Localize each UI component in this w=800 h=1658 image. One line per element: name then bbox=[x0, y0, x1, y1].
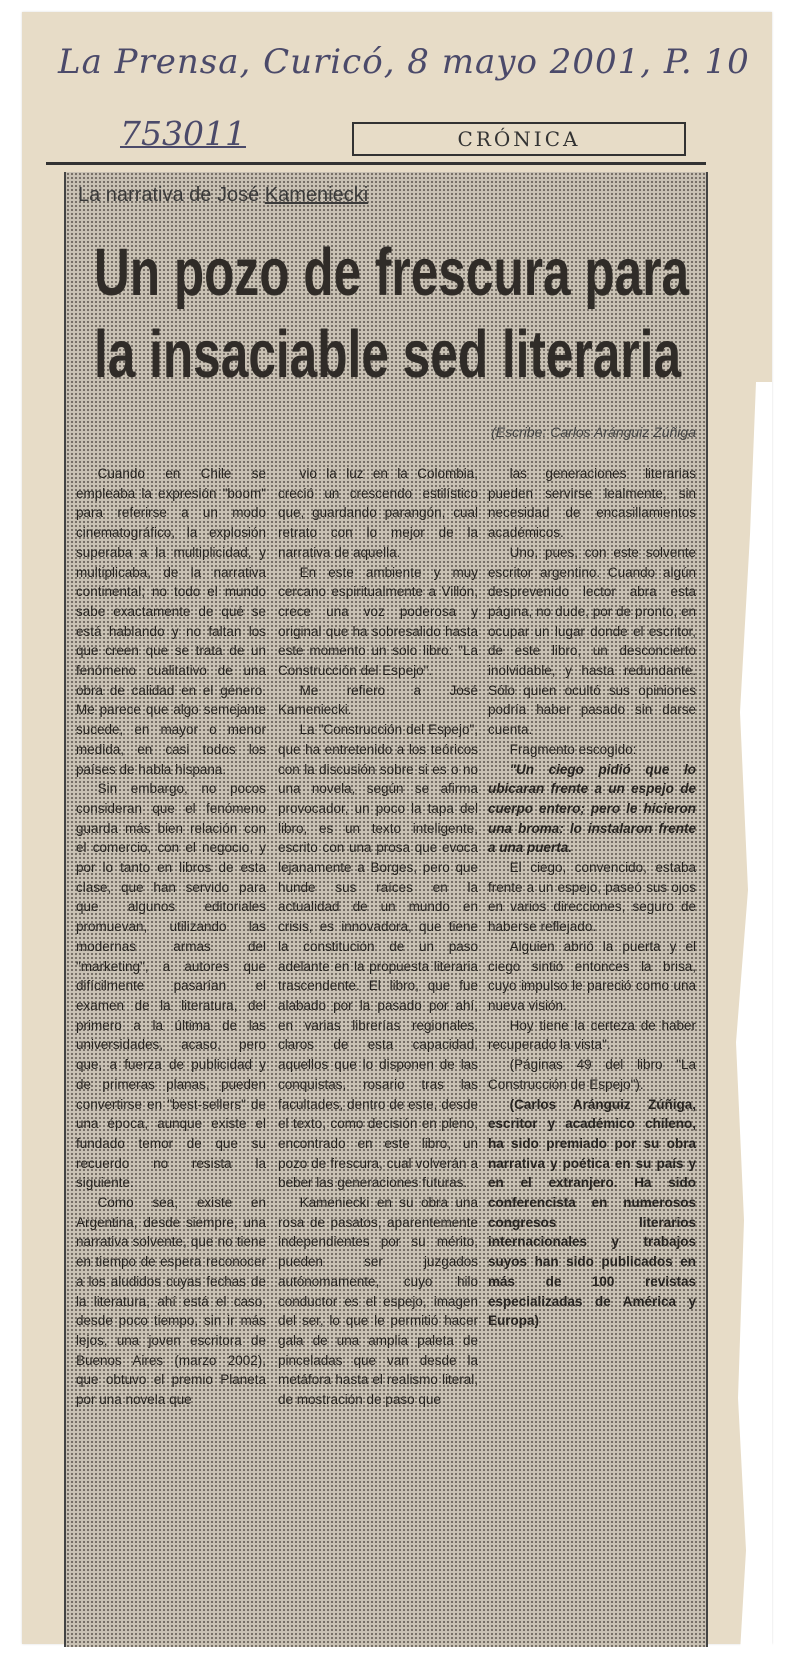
article-column-1 bbox=[76, 464, 266, 1410]
quoted-fragment: "Un ciego pidió que lo ubicaran frente a un espejo de cuerpo entero; pero le hicieron una broma: lo instalaron frente a una puerta. bbox=[488, 761, 696, 856]
kicker-author-name: Kameniecki bbox=[264, 184, 369, 206]
paragraph: Cuando en Chile se empleaba la expresión "boom" para referirse a un modo cinematográfico, la explosión superaba a la multiplicidad, y multiplicaba, de la narrativa continental; no todo el mundo sabe exactamente de qué se está hablando y no faltan los que creen que se trata de un fenómeno cualitativo de una obra de calidad en el género. Me parece que algo semejante sucede, en mayor o menor medida, en casi todos los países de habla hispana. bbox=[76, 466, 266, 777]
article-headline bbox=[94, 232, 690, 396]
kicker-prefix: La narrativa de José bbox=[78, 184, 265, 206]
headline-line-1: Un pozo de frescura para bbox=[94, 235, 690, 310]
paragraph: Como sea, existe en Argentina, desde siempre, una narrativa solvente, que no tiene en tiempo de espera reconocer a los aludidos cuyas fechas de la literatura, ahí está el caso, desde poco tiempo, sin ir más lejos, una joven escritora de Buenos Aires (marzo 2002), que obtuvo el premio Planeta por una novela que bbox=[76, 1195, 266, 1408]
handwritten-catalog-number: 753011 bbox=[120, 114, 246, 153]
torn-edge bbox=[732, 382, 772, 1652]
article-column-2 bbox=[278, 464, 478, 1410]
paragraph: Sin embargo, no pocos consideran que el fenómeno guarda más bien relación con el comercio, con el negocio, y por lo tanto en libros de esta clase, que han servido para que algunos editoriales promuevan, utilizando las modernas armas del "marketing", a autores que difícilmente pasarían el examen de la literatura, del primero a la última de las universidades, acaso, pero que, a fuerza de publicidad y de primeras planas, pueden convertirse en "best-sellers" de una época, aunque existe el fundado temor de que su recuerdo no resista la siguiente. bbox=[76, 781, 266, 1191]
paragraph: las generaciones literarias pueden servirse lealmente, sin necesidad de encasillamientos académicos. bbox=[488, 466, 696, 541]
article-column-3 bbox=[488, 464, 696, 1331]
article-block bbox=[64, 172, 708, 1647]
paragraph: Me refiero a José Kameniecki. bbox=[278, 682, 478, 718]
paragraph: La "Construcción del Espejo", que ha entretenido a los teóricos con la discusión sobre si es o no una novela, según se afirma provocador, un poco la tapa del libro, es un texto inteligente, escrito con una prosa que evoca lejanamente a Borges, pero que hunde sus raíces en la actualidad de un mundo en crisis, es innovadora, que tiene la constitución de un paso adelante en la propuesta literaria trascendente. El libro, que fue alabado por la pasado por ahí, en varias librerías regionales, claros de esta capacidad, aquellos que lo disponen de las conquistas, rosario tras las facultades, dentro de este, desde el texto, como decisión en pleno, encontrado en este libro, un pozo de frescura, cual volverán a beber las generaciones futuras. bbox=[278, 722, 478, 1191]
article-byline: (Escribe: Carlos Aránguiz Zúñiga bbox=[491, 424, 696, 440]
paragraph: vio la luz en la Colombia, creció un crescendo estilístico que, guardando parangón, cual retrato con lo mejor de la narrativa de aquella. bbox=[278, 466, 478, 560]
author-bio: (Carlos Aránguiz Zúñiga, escritor y académico chileno, ha sido premiado por su obra narrativa y poética en su país y en el extranjero. Ha sido conferencista en numerosos congresos literarios internacionales y trabajos suyos han sido publicados en más de 100 revistas especializadas de América y Europa) bbox=[488, 1096, 696, 1329]
article-kicker bbox=[78, 184, 368, 207]
paragraph: Uno, pues, con este solvente escritor argentino. Cuando algún desprevenido lector abra esta página, no dude, por de pronto, en ocupar un lugar donde el escritor, de este libro, un desconcierto inolvidable, y hasta redundante. Sólo quien ocultó sus opiniones podría haber pasado sin darse cuenta. bbox=[488, 544, 696, 738]
headline-line-2: la insaciable sed literaria bbox=[94, 317, 682, 392]
paragraph: Alguien abrió la puerta y el ciego sintió entonces la brisa, cuyo impulso le pareció como una nueva visión. bbox=[488, 938, 696, 1013]
paragraph: El ciego, convencido, estaba frente a un espejo, paseó sus ojos en varios direcciones, seguro de haberse reflejado. bbox=[488, 860, 696, 935]
section-rule bbox=[46, 162, 706, 165]
paragraph: En este ambiente y muy cercano espiritualmente a Villón, crece una voz poderosa y original que ha sobresalido hasta este momento un solo libro: "La Construcción del Espejo". bbox=[278, 564, 478, 679]
newspaper-clipping bbox=[22, 12, 772, 1644]
section-label: CRÓNICA bbox=[352, 122, 686, 156]
fragment-label: Fragmento escogido: bbox=[509, 741, 637, 757]
source-citation: (Páginas 49 del libro "La Construcción de Espejo"). bbox=[488, 1057, 696, 1092]
paragraph: Kameniecki en su obra una rosa de pasatos, aparentemente independientes por su mérito, pueden ser juzgados autónomamente, cuyo hilo conductor es el espejo, imagen del ser, lo que le permitió hacer gala de una amplia paleta de pinceladas que van desde la metáfora hasta el realismo literal, de mostración de paso que bbox=[278, 1195, 478, 1408]
handwritten-source-note: La Prensa, Curicó, 8 mayo 2001, P. 10 bbox=[58, 42, 750, 82]
paragraph: Hoy tiene la certeza de haber recuperado la vista". bbox=[488, 1017, 696, 1053]
